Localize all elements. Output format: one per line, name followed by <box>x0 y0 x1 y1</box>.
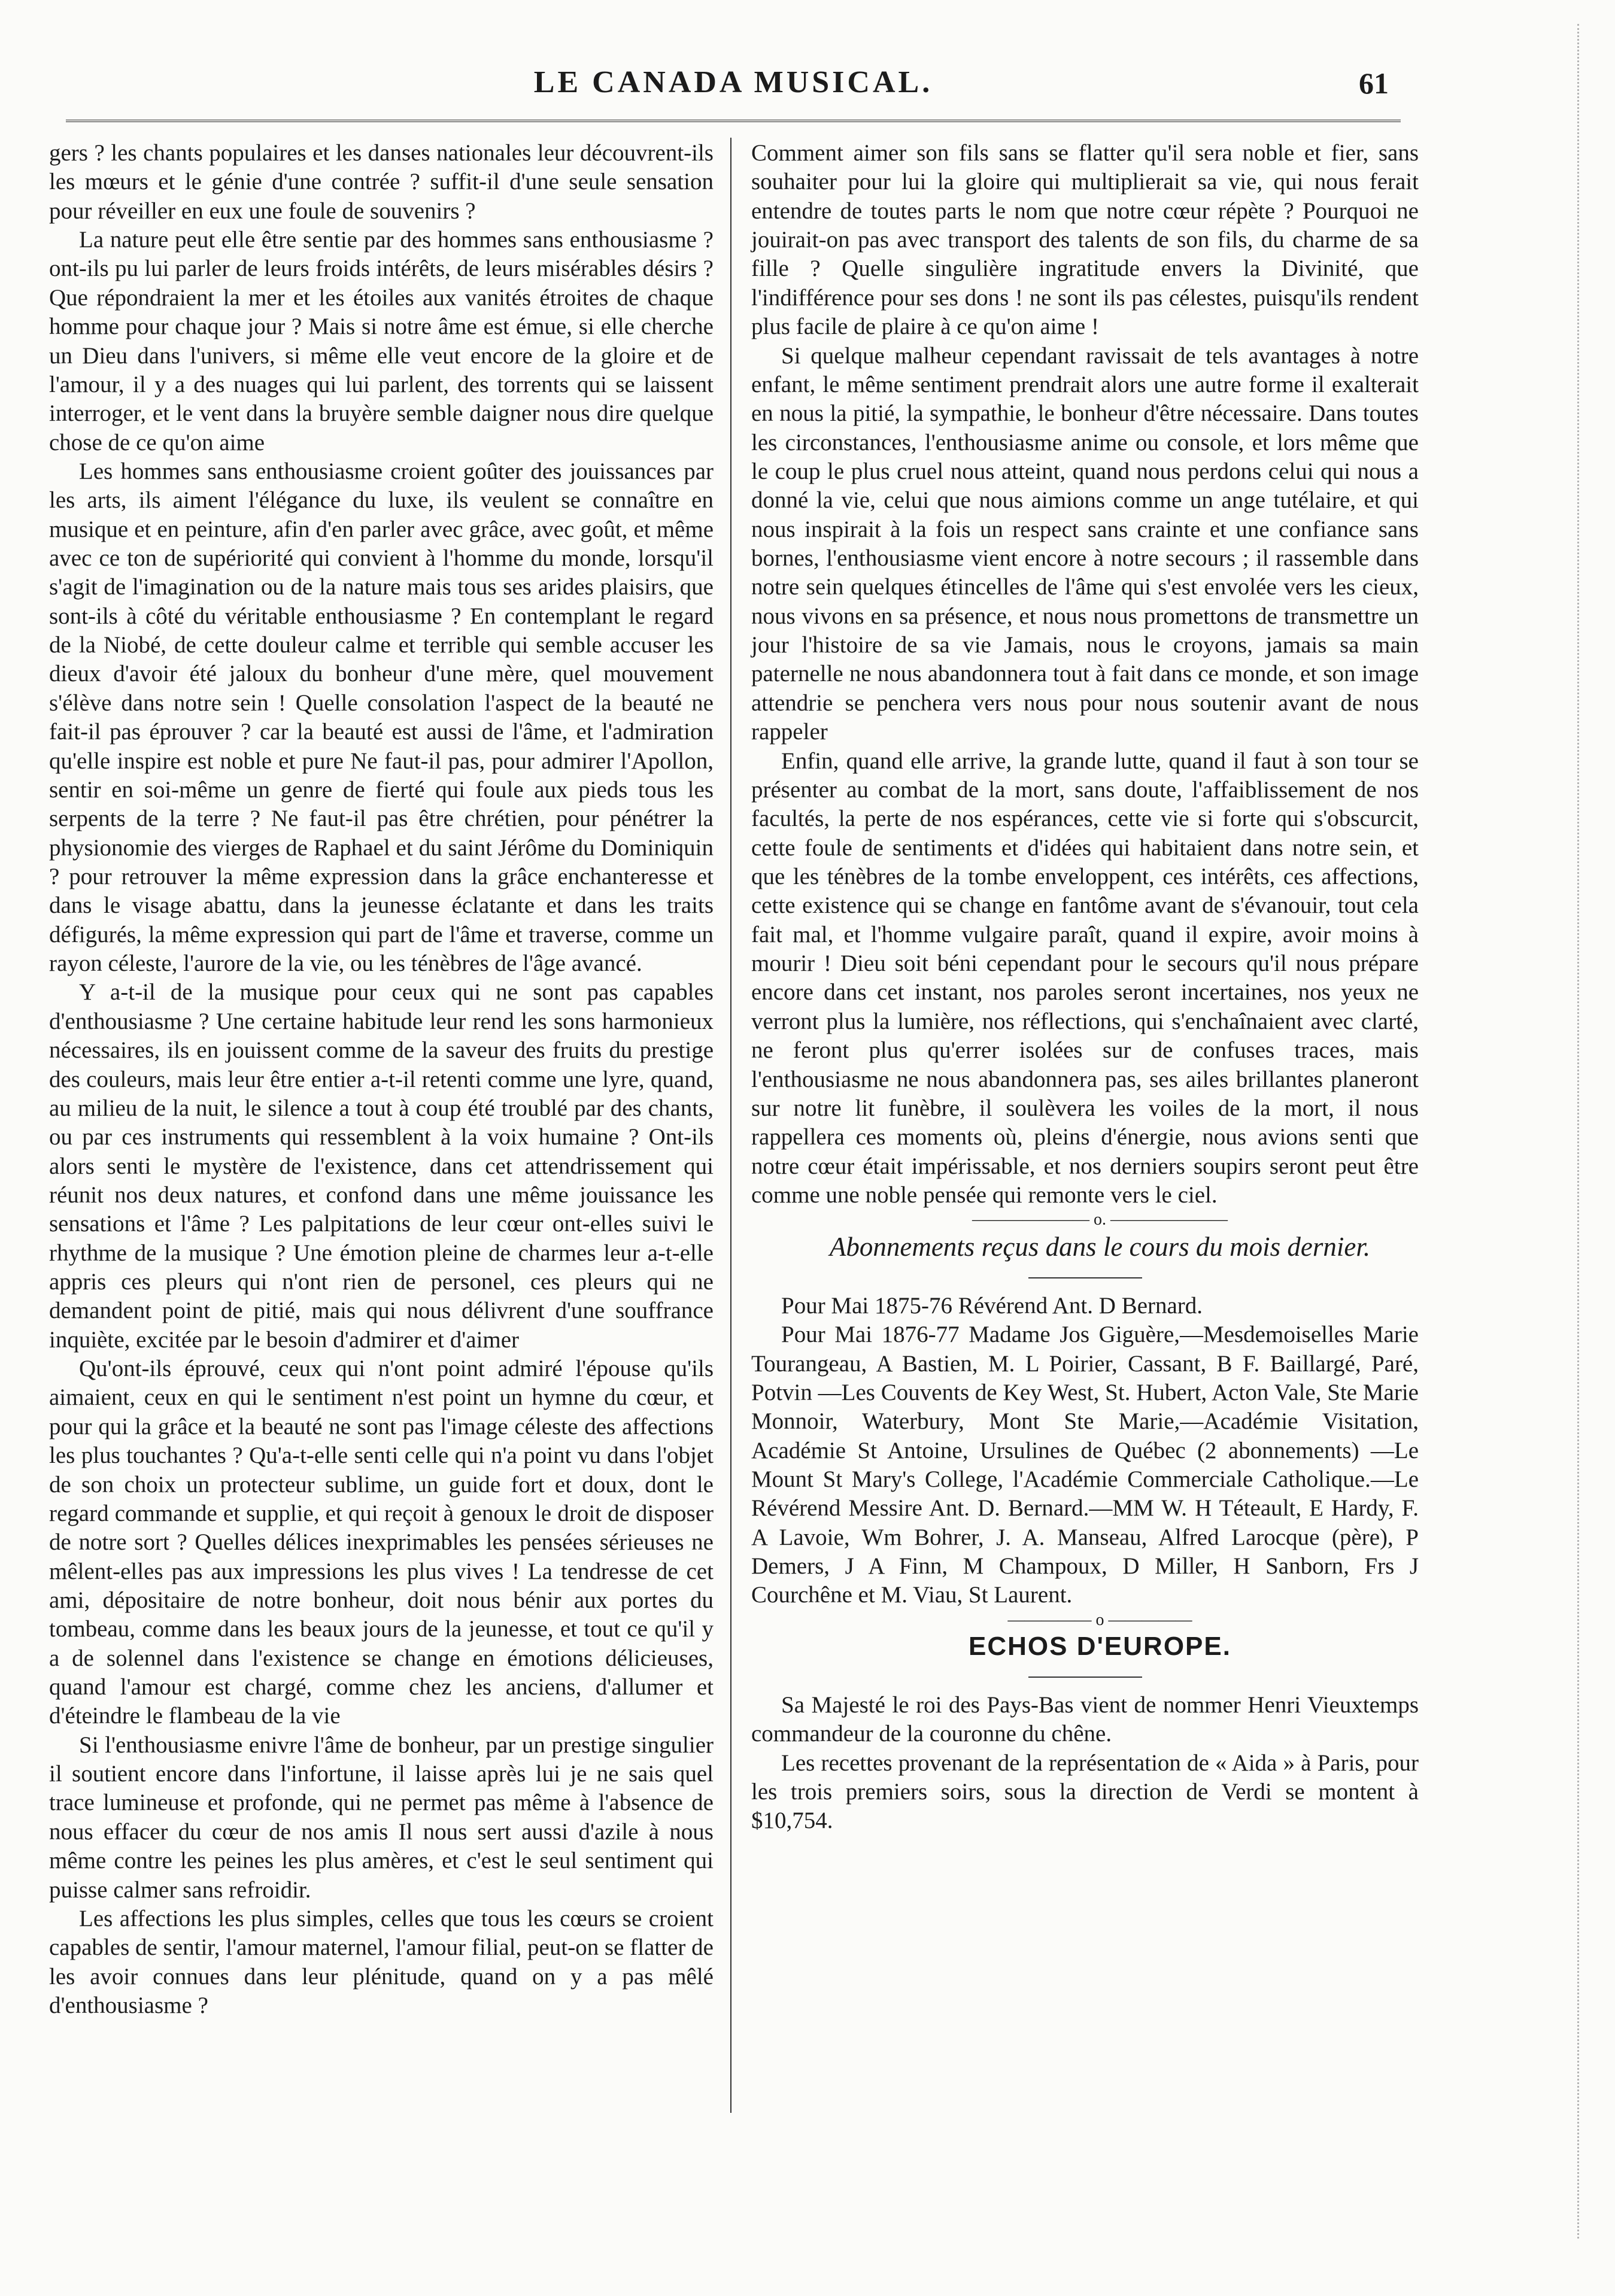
separator-rule-left: ————— <box>1007 1610 1092 1629</box>
section-separator <box>751 1210 1419 1231</box>
page-number: 61 <box>1359 66 1389 100</box>
subscriptions-list <box>751 1292 1419 1610</box>
separator-rule-right: ————— <box>1108 1610 1192 1629</box>
column-divider <box>730 138 731 2113</box>
paragraph: Les affections les plus simples, celles que tous les cœurs se croient capables de sentir, l'amour maternel, l'amour filial, peut-on se flatter de les avoir connues dans leur plénitude, quand on y a pas mêlé d'enthousiasme ? <box>49 1905 714 2018</box>
paragraph: Comment aimer son fils sans se flatter qu'il sera noble et fier, sans souhaiter pour lui la gloire qui multiplierait sa vie, qui nous ferait entendre de toutes parts le nom que notre cœur répète ? Pourquoi ne jouirait-on pas avec transport des talents de son fils, du charme de sa fille ? Quelle singulière ingratitude envers la Divinité, que l'indifférence pour ses dons ! ne sont ils pas célestes, puisqu'ils rendent plus facile de plaire à ce qu'on aime ! <box>751 140 1419 340</box>
subscriptions-title: Abonnements reçus dans le cours du mois dernier. <box>829 1232 1371 1262</box>
paragraph: Y a-t-il de la musique pour ceux qui ne sont pas capables d'enthousiasme ? Une certaine habitude leur rend les sons harmonieux nécessaires, ils en jouissent comme de la saveur des fruits du prestige des couleurs, mais leur être entier a-t-il retenti comme une lyre, quand, au milieu de la nuit, le silence a tout à coup été troublé par des chants, ou par ces instruments qui ressemblent à la voix humaine ? Ont-ils alors senti le mystère de l'existence, dans cet attendrissement qui réunit nos deux natures, et confond dans une même jouissance les sensations et l'âme ? Les palpitations de leur cœur ont-elles suivi le rhythme de la musique ? Une émotion pleine de charmes leur a-t-elle appris ces pleurs qui n'ont rien de personel, ces pleurs qui ne demandent point de pitié, mais qui nous délivrent d'une souffrance inquiète, excitée par le besoin d'admirer et d'aimer <box>49 979 714 1353</box>
subscription-entry: Pour Mai 1875-76 Révérend Ant. D Bernard. <box>781 1292 1203 1319</box>
scan-margin-marks <box>1577 24 1603 2239</box>
paragraph: La nature peut elle être sentie par des hommes sans enthousiasme ? ont-ils pu lui parler de leurs froids intérêts, de leurs misérables désirs ? Que répondraient la mer et les étoiles aux vanités étroites de chaque homme pour chaque jour ? Mais si notre âme est émue, si elle cherche un Dieu dans l'univers, si même elle veut encore de la gloire et de l'amour, il y a des nuages qui lui parlent, des torrents qui se laissent interroger, et le vent dans la bruyère semble daigner nous dire quelque chose de ce qu'on aime <box>49 227 714 455</box>
publication-title: LE CANADA MUSICAL. <box>533 65 933 99</box>
section-separator <box>751 1610 1419 1631</box>
paragraph: Enfin, quand elle arrive, la grande lutte, quand il faut à son tour se présenter au combat de la mort, sans doute, l'affaiblissement de nos facultés, la perte de nos espérances, cette vie si forte qui s'obscurcit, cette foule de sentiments et d'idées qui habitaient dans notre sein, et que les ténèbres de la tombe enveloppent, ces intérêts, ces affections, cette existence qui se change en fantôme avant de s'évanouir, tout cela fait mal, et l'homme vulgaire paraît, quand il expire, avoir moins à mourir ! Dieu soit béni cependant pour le secours qu'il nous prépare encore dans cet instant, nos paroles seront incertaines, nos yeux ne verront plus la lumière, nos réflections, qui s'enchaînaient avec clarté, ne feront plus qu'errer isolées sur de confuses traces, mais l'enthousiasme ne nous abandonnera pas, ses ailes brillantes planeront sur notre lit funèbre, il soulèvera les voiles de la mort, il nous rappellera ces moments où, pleins d'énergie, nous avions senti que notre cœur était impérissable, et nos derniers soupirs seront peut être comme une noble pensée qui remonte vers le ciel. <box>751 748 1419 1208</box>
separator-rule-right: ——————— <box>1110 1210 1228 1229</box>
left-column <box>49 139 714 2114</box>
echo-paragraph: Les recettes provenant de la représentation de « Aida » à Paris, pour les trois premiers soirs, sous la direction de Verdi se montent à $10,754. <box>751 1750 1419 1834</box>
title-rule <box>1028 1677 1142 1678</box>
paragraph: Les hommes sans enthousiasme croient goûter des jouissances par les arts, ils aiment l'élégance du luxe, ils veulent se connaître en musique et en peinture, afin d'en parler avec grâce, avec goût, et même avec ce ton de supériorité qui convient à l'homme du monde, lorsqu'il s'agit de l'imagination ou de la nature mais tous ses arides plaisirs, que sont-ils à côté du véritable enthousiasme ? En contemplant le regard de la Niobé, de cette douleur calme et terrible qui semble accuser les dieux d'avoir été jaloux du bonheur d'une mère, quel mouvement s'élève dans notre sein ! Quelle consolation l'aspect de la beauté ne fait-il pas éprouver ? car la beauté est aussi de l'âme, et l'admiration qu'elle inspire est noble et pure Ne faut-il pas, pour admirer l'Apollon, sentir en soi-même un genre de fierté qui foule aux pieds tous les serpents de la terre ? Ne faut-il pas être chrétien, pour pénétrer la physionomie des vierges de Raphael et du saint Jérôme du Dominiquin ? pour retrouver la même expression dans la grâce enchanteresse et dans le visage abattu, dans la jeunesse éclatante et dans les traits défigurés, la même expression qui part de l'âme et traverse, comme un rayon céleste, l'aurore de la vie, ou les ténèbres de l'âge avancé. <box>49 458 714 977</box>
separator-mark: o <box>1095 1610 1104 1629</box>
paragraph: Si quelque malheur cependant ravissait de tels avantages à notre enfant, le même sentiment prendrait alors une autre forme il exalterait en nous la pitié, la sympathie, le bonheur d'être nécessaire. Dans toutes les circonstances, l'enthousiasme anime ou console, et lors même que le coup le plus cruel nous atteint, quand nous perdons celui qui nous a donné la vie, celui que nous aimions comme un ange tutélaire, et qui nous inspirait à la fois un respect sans crainte et une confiance sans bornes, l'enthousiasme vient encore à notre secours ; il rassemble dans notre sein quelques étincelles de l'âme qui s'est envolée vers les cieux, nous vivons en sa présence, et nous nous promettons de transmettre un jour l'histoire de sa vie Jamais, nous le croyons, jamais sa main paternelle ne nous abandonnera tout à fait dans ce monde, et son image attendrie se penchera vers nous pour nous soutenir avant de nous rappeler <box>751 342 1419 745</box>
separator-mark: o. <box>1094 1210 1106 1229</box>
echo-paragraph: Sa Majesté le roi des Pays-Bas vient de nommer Henri Vieuxtemps commandeur de la couronne du chêne. <box>751 1692 1419 1747</box>
paragraph: Si l'enthousiasme enivre l'âme de bonheur, par un prestige singulier il soutient encore dans l'infortune, il laisse après lui je ne sais quel trace lumineuse et profonde, qui ne permet pas même à l'absence de nous effacer du cœur de nos amis Il nous sert aussi d'azile à nous même contre les peines les plus amères, et c'est le seul sentiment qui puisse calmer sans refroidir. <box>49 1732 714 1903</box>
title-rule <box>1028 1277 1142 1278</box>
paragraph: gers ? les chants populaires et les danses nationales leur découvrent-ils les mœurs et le génie d'une contrée ? suffit-il d'une seule sensation pour réveiller en eux une foule de souvenirs ? <box>49 140 714 224</box>
echos-title: ECHOS D'EUROPE. <box>969 1632 1231 1662</box>
paragraph: Qu'ont-ils éprouvé, ceux qui n'ont point admiré l'épouse qu'ils aimaient, ceux en qui le sentiment n'est point un hymne du cœur, et pour qui la grâce et la beauté ne sont pas l'image céleste des affections les plus touchantes ? Qu'a-t-elle senti celle qui n'a point vu dans l'objet de son choix un protecteur sublime, un guide fort et doux, dont le regard commande et supplie, et qui reçoit à genoux le droit de disposer de notre sort ? Quelles délices inexprimables les pensées sérieuses ne mêlent-elles pas aux impressions les plus vives ! La tendresse de cet ami, dépositaire de notre bonheur, doit nous bénir aux portes du tombeau, comme dans les beaux jours de la jeunesse, et tout ce qu'il y a de solennel dans l'existence se change en émotions délicieuses, quand l'amour est chargé, comme chez les anciens, d'allumer et d'éteindre le flambeau de la vie <box>49 1356 714 1729</box>
right-column <box>751 139 1419 2114</box>
subscription-entry: Pour Mai 1876-77 Madame Jos Giguère,—Mesdemoiselles Marie Tourangeau, A Bastien, M. L Poirier, Cassant, B F. Baillargé, Paré, Potvin —Les Couvents de Key West, St. Hubert, Acton Vale, Ste Marie Monnoir, Waterbury, Mont Ste Marie,—Académie Visitation, Académie St Antoine, Ursulines de Québec (2 abonnements) —Le Mount St Mary's College, l'Académie Commerciale Catholique.—Le Révérend Messire Ant. D. Bernard.—MM W. H Téteault, E Hardy, F. A Lavoie, Wm Bohrer, J. A. Manseau, Alfred Larocque (père), P Demers, J A Finn, M Champoux, D Miller, H Sanborn, Frs J Courchêne et M. Viau, St Laurent. <box>751 1322 1419 1608</box>
header-rule <box>66 120 1401 122</box>
separator-rule-left: ——————— <box>972 1210 1089 1229</box>
page-header <box>66 48 1401 108</box>
